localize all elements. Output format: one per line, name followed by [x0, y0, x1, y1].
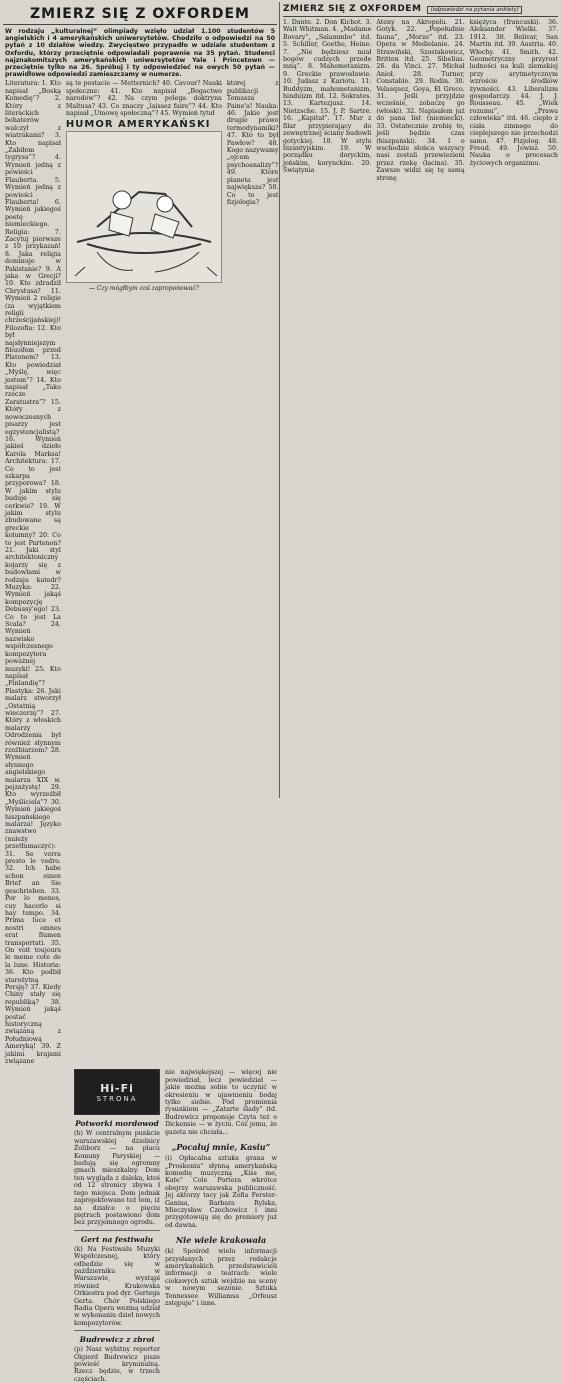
divider	[74, 1330, 160, 1331]
subhead-krakowala: Nie wiele krakowała	[175, 1235, 267, 1246]
answers-title: ZMIERZ SIĘ Z OXFORDEM	[283, 4, 422, 14]
cartoon-illustration	[67, 132, 221, 282]
cartoon-caption: — Czy mógłbym coś zaproponować?	[88, 284, 199, 292]
questions-col-2	[66, 80, 222, 1065]
answers-grid	[283, 19, 558, 182]
hifi-logo-top: Hi-Fi	[100, 1081, 134, 1095]
cartoon-image	[66, 131, 222, 283]
answers-col-1: 1. Dante. 2. Don Kichot. 3. Walt Whitman. 4. „Madame Bovary”, „Salammbo” itd. 5. Schiller, Goethe, Heine. 7. „Nie będziesz miał bogów cudzych przede mną”. 8. Mahometanizm. 9. Greckie prawosławie. 10. Judasz z Kariotu. 11. Buddyzm, mahometanizm, hinduizm itd. 12. Sokrates. 13. Kartezjusz. 14. Nietzsche. 15. J. P. Sartre. 16. „Kapitał”. 17. Mur z filar przypierający do zewnętrznej ściany budowli gotyckiej. 18. W stylu bizantyjskim. 19. W porządku doryckim, jońskim, korynckim. 20. Świątynia	[283, 19, 372, 175]
questions-grid	[5, 80, 279, 1066]
lower-col-2	[74, 1069, 160, 1383]
hifi-logo	[74, 1069, 160, 1115]
article-potworki: (b) W centralnym punkcie warszawskiej dzielnicy Żoliborz — na placu Komuny Paryskiej — budują się ogromny gmach mieszkalny. Dom ten wygląda z daleka, ktoś od 12 stronicy zbywa ł tego miejsca. Dom jednak zaprojektowano też tem, iż na działce o pięciu piętrach postawiono dom bez przyjemnego ogrodu.	[74, 1130, 160, 1227]
questions-col-3: której z publikacji Tomasza Paine'a! Nauka: 46. Jakie jest drugie prawo termodynamiki? 47. Kto to był Pawłow? 48. Kogo nazywamy „ojcem psychoanalizy”? 49. Które planeta jest największa? 50. Co to jest fizjologia?	[226, 80, 279, 206]
subhead-budrewicz: Budrewicz z zbroi	[79, 1335, 155, 1345]
left-column	[3, 2, 279, 1383]
article-budrewicz: (p) Nasz wybitny reporter Olgierd Budrewicz pisze powieść kryminalną. Rzecz będzie, w trzech częściach.	[74, 1346, 160, 1383]
headline: ZMIERZ SIĘ Z OXFORDEM	[3, 2, 277, 25]
subhead-potworki: Potworki mordowod	[75, 1119, 159, 1129]
lead-paragraph: W rodzaju „kulturalnej” olimpiady wzięło udział 1.100 studentów 5 angielskich i 4 amerykańskich uniwersytetów. Chodziło o odpowiedzi na 50 pytań z 10 działów wiedzy. Zwycięstwo przypadło w udziale studentom z Oxfordu, którzy przeciętnie odpowiadali poprawnie na 35 pytań. Studenci najznakomitszych amerykańskich uniwersytetów Yale i Princetown — przeciętnie tylko na 26. Spróbuj i ty odpowiedzieć na owych 50 pytań — prawidłowe odpowiedzi zamieszczamy w numerze.	[5, 28, 275, 79]
right-column	[283, 2, 558, 798]
column-divider	[279, 2, 280, 798]
lower-col-1	[5, 1069, 69, 1383]
hifi-logo-bottom: STRONA	[96, 1094, 138, 1103]
subhead-gert: Gert na festiwalu	[80, 1234, 154, 1244]
lower-section	[5, 1069, 275, 1383]
answers-header	[283, 2, 558, 17]
answers-subtitle: (odpowiedzi na pytania ankiety)	[427, 6, 521, 14]
humor-title: HUMOR AMERYKAŃSKI	[65, 119, 211, 131]
lower-col-3	[165, 1069, 277, 1383]
article-krakowala: (k) Spośród wielu informacji przysłanych przez redakcje amerykańskich przedstawicieli informacji o teatrach: wiele ciekawych sztuk wejdzie na sceny w nowym sezonie. Sztuka Tennessee Williamsa „Orfeusz zstępuje” i inne.	[165, 1248, 277, 1308]
subhead-kasiu: „Pocałuj mnie, Kasiu”	[171, 1142, 271, 1153]
questions-col-1: Literatura: 1. Kto napisał „Boską Komedię”? 2. Który z literackich bohaterów walczył z wiatrakami? 3. Kto napisał „Zabiłem tygrysa”? 4. Wymień jedną z powieści Flauberta. 5. Wymień jedną z powieści Flauberta! 6. Wymień jakiegoś poetę niemieckiego. Religia: 7. Zacytuj pierwsze z 10 przykazań! 8. Jaka religia dominuje w Pakistanie? 9. A jaka w Grecji? 10. Kto zdradził Chrystusa? 11. Wymień 2 religie (za wyjątkiem religii chrześcijańskiej)! Filozofia: 12. Kto był najsłynniejszym filozofem przed Platonem? 13. Kto powiedział „Myślę, więc jestem”? 14. Kto napisał „Tako rzecze Zaratustra”? 15. Który z nowoczesnych pisarzy jest egzystencjalistą? 16. Wymień jakieś dzieło Karola Marksa! Architektura: 17. Co to jest szkarpa przyporowa? 18. W jakim stylu buduje się cerkwie? 19. W jakim stylu zbudowane są greckie kolumny? 20. Co to jest Partenon? 21. Jaki styl architektoniczny kojarzy się z budowlami w rodzaju katedr? Muzyka: 22. Wymień jakąś kompozycję Debussy'ego! 23. Co to jest La Scala? 24. Wymień nazwisko współczesnego kompozytora poważnej muzyki! 25. Kto napisał „Finlandię”? Plastyka: 26. Jaki malarz stworzył „Ostatnią wieczerzę”? 27. Który z włoskich malarzy Odrodzenia był również słynnym rzeźbiarzem? 28. Wymień słynnego angielskiego malarza XIX w. pejzażystę! 29. Kto wyrzeźbił „Myśliciela”? 30. Wymień jakiegoś hiszpańskiego malarza! Języko znawstwo (należy przetłumaczyć): 31. Se verra presto le vedro. 32. Ich habe schon einen Brief an Sie geschrieben. 33. Por lo menos, cuy hacerlo si hay tempo. 34. Prima luce et nostri omnes erat flumen transportati. 35. On voit toujours le meme cote de la lune. Historia: 36. Kto podbił starożytną Persję? 37. Kiedy Chiny stały się republiką? 38. Wymień jakąś postać historyczną związaną z Południową Ameryką! 39. Z jakimi krajami związane	[5, 80, 61, 1066]
answers-col-3: księżyca (francuski). 36. Aleksander Wielki. 37. 1912. 38. Bolivar, San Martin itd. 39. Austria. 40. Włochy. 41. Smith. 42. Geometryczny przyrost ludności na kuli ziemskiej przy arytmetycznym wzroście środków żywności. 43. Liberalizm gospodarczy. 44. J. J. Rousseau. 45. „Wiek rozumu”, „Prawa człowieka” itd. 46. ciepło z ciała zimnego do cieplejszego nie przechodzi samo. 47. Fizjolog. 48. Freud. 49. Jowisz. 50. Nauka o procesach życiowych organizmu.	[469, 19, 558, 167]
article-kasiu: (i) Opłacalna sztuka grana w „Proskeniu” słynną amerykańską komedię muzyczną „Kiss me, Kate” Cole Portera wkrótce obejrzy warszawska publiczność. Jej aktorzy tacy jak Zofia Ferster-Ganina, Barbara Rylska, Mieczysław Czechowicz i inni przygotowują się do premiery już od dawna.	[165, 1155, 277, 1229]
article-continued: nie najwiękejszej — więcej nie powiedział, lecz powiedział — jakie można sobie to uczynić w okresieniu w ujawnieniu bodaj tylko siebie. Pod promienia rysunkiem — „Zatarte ślady” itd. Budrewicz proponuje Czyta też o Dickensie — w życiu. Cóż jemu, że gazeta nie chciała...	[165, 1069, 277, 1136]
article-gert: (k) Na Festiwalu Muzyki Współczesnej, który odbędzie się w październiku w Warszawie, wystąpi również Krakowska Orkiestra pod dyr. Gertega Gerta. Chór Polskiego Radia Opera wezmą udział w wykonaniu dzieł nowych kompozytorów.	[74, 1245, 160, 1327]
answers-col-2: Ateny na Akropolu. 21. Gotyk. 22. „Popołudnie fauna”, „Morze” itd. 23. Opera w Mediolanie. 24. Strawiński, Szostakowicz, Britten itd. 25. Sibelius. 26. da Vinci. 27. Michał Anioł. 28. Turner, Constable. 29. Rodin. 30. Velasquez, Goya, El Greco. 31. Jeśli przyjdzie wcześnie, zobaczę go (włoski). 32. Napisałem już do pana list (niemiecki). 33. Ostatecznie zrobię to, jeśli będzie czas (hiszpański). 34. I o wschodzie słońca wszyscy nasi zostali przewiezieni przez rzekę (łacina). 35. Zawsze widzi się tę samą stronę	[376, 19, 465, 182]
divider	[74, 1230, 160, 1231]
questions-col-2-text: są te postacie — Metternich? 40. Cavour? Nauki społeczne: 41. Kto napisał „Bogactwo narodów”? 42. Na czym polega doktryna Maltusa? 43. Co znaczy „laissez faire”? 44. Kto napisał „Umowę społeczną”? 45. Wymień tytuł	[65, 80, 222, 118]
